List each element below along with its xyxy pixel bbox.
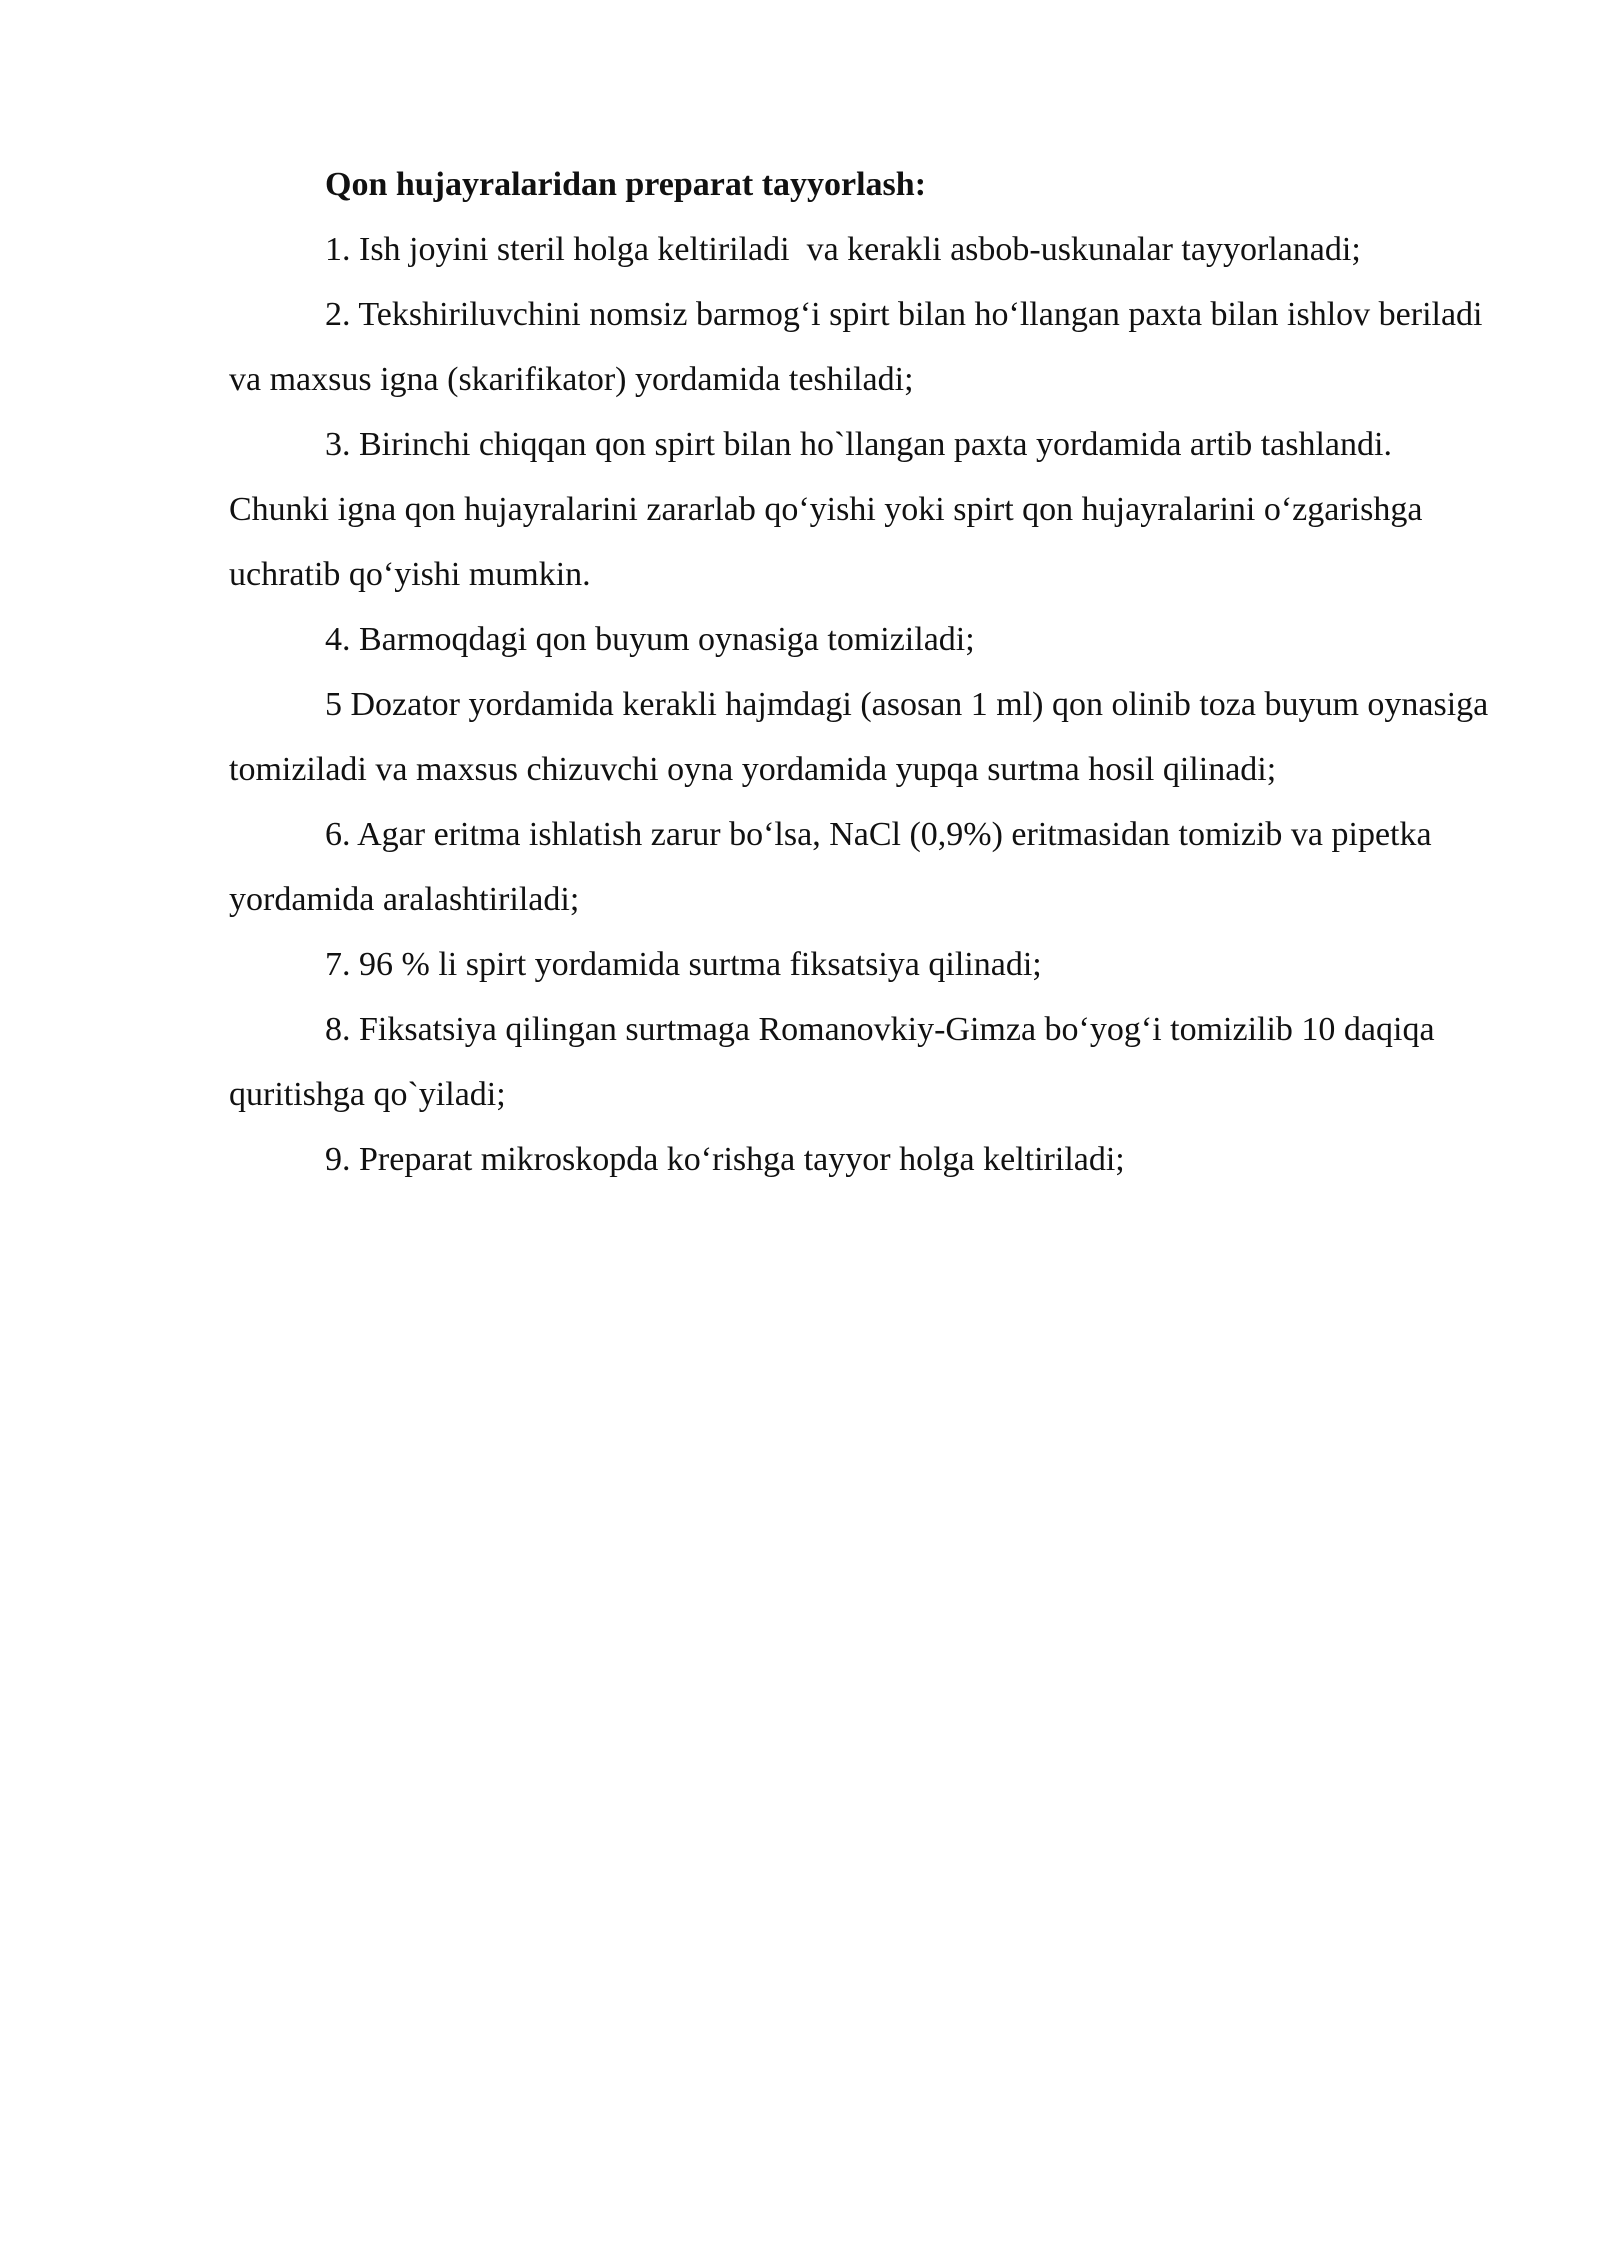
step-7: 7. 96 % li spirt yordamida surtma fiksatsiya qilinadi; [325,946,1042,983]
step-4: 4. Barmoqdagi qon buyum oynasiga tomiziladi; [325,621,975,658]
step-2: 2. Tekshiriluvchini nomsiz barmog‘i spirt bilan ho‘llangan paxta bilan ishlov beriladi va maxsus igna (skarifikator) yordamida teshiladi; [229,296,1483,398]
step-8: 8. Fiksatsiya qilingan surtmaga Romanovkiy-Gimza bo‘yog‘i tomizilib 10 daqiqa quritishga qo`yiladi; [229,1011,1435,1113]
step-6: 6. Agar eritma ishlatish zarur bo‘lsa, NaCl (0,9%) eritmasidan tomizib va pipetka yordamida aralashtiriladi; [229,816,1432,918]
step-1: 1. Ish joyini steril holga keltiriladi va kerakli asbob-uskunalar tayyorlanadi; [325,231,1361,268]
step-9: 9. Preparat mikroskopda ko‘rishga tayyor holga keltiriladi; [325,1141,1125,1178]
section-heading: Qon hujayralaridan preparat tayyorlash: [325,166,927,203]
document-body [229,152,1494,1192]
step-5: 5 Dozator yordamida kerakli hajmdagi (asosan 1 ml) qon olinib toza buyum oynasiga tomiziladi va maxsus chizuvchi oyna yordamida yupqa surtma hosil qilinadi; [229,686,1489,788]
step-3: 3. Birinchi chiqqan qon spirt bilan ho`llangan paxta yordamida artib tashlandi. Chunki igna qon hujayralarini zararlab qo‘yishi yoki spirt qon hujayralarini o‘zgarishga uchratib qo‘yishi mumkin. [229,426,1423,593]
